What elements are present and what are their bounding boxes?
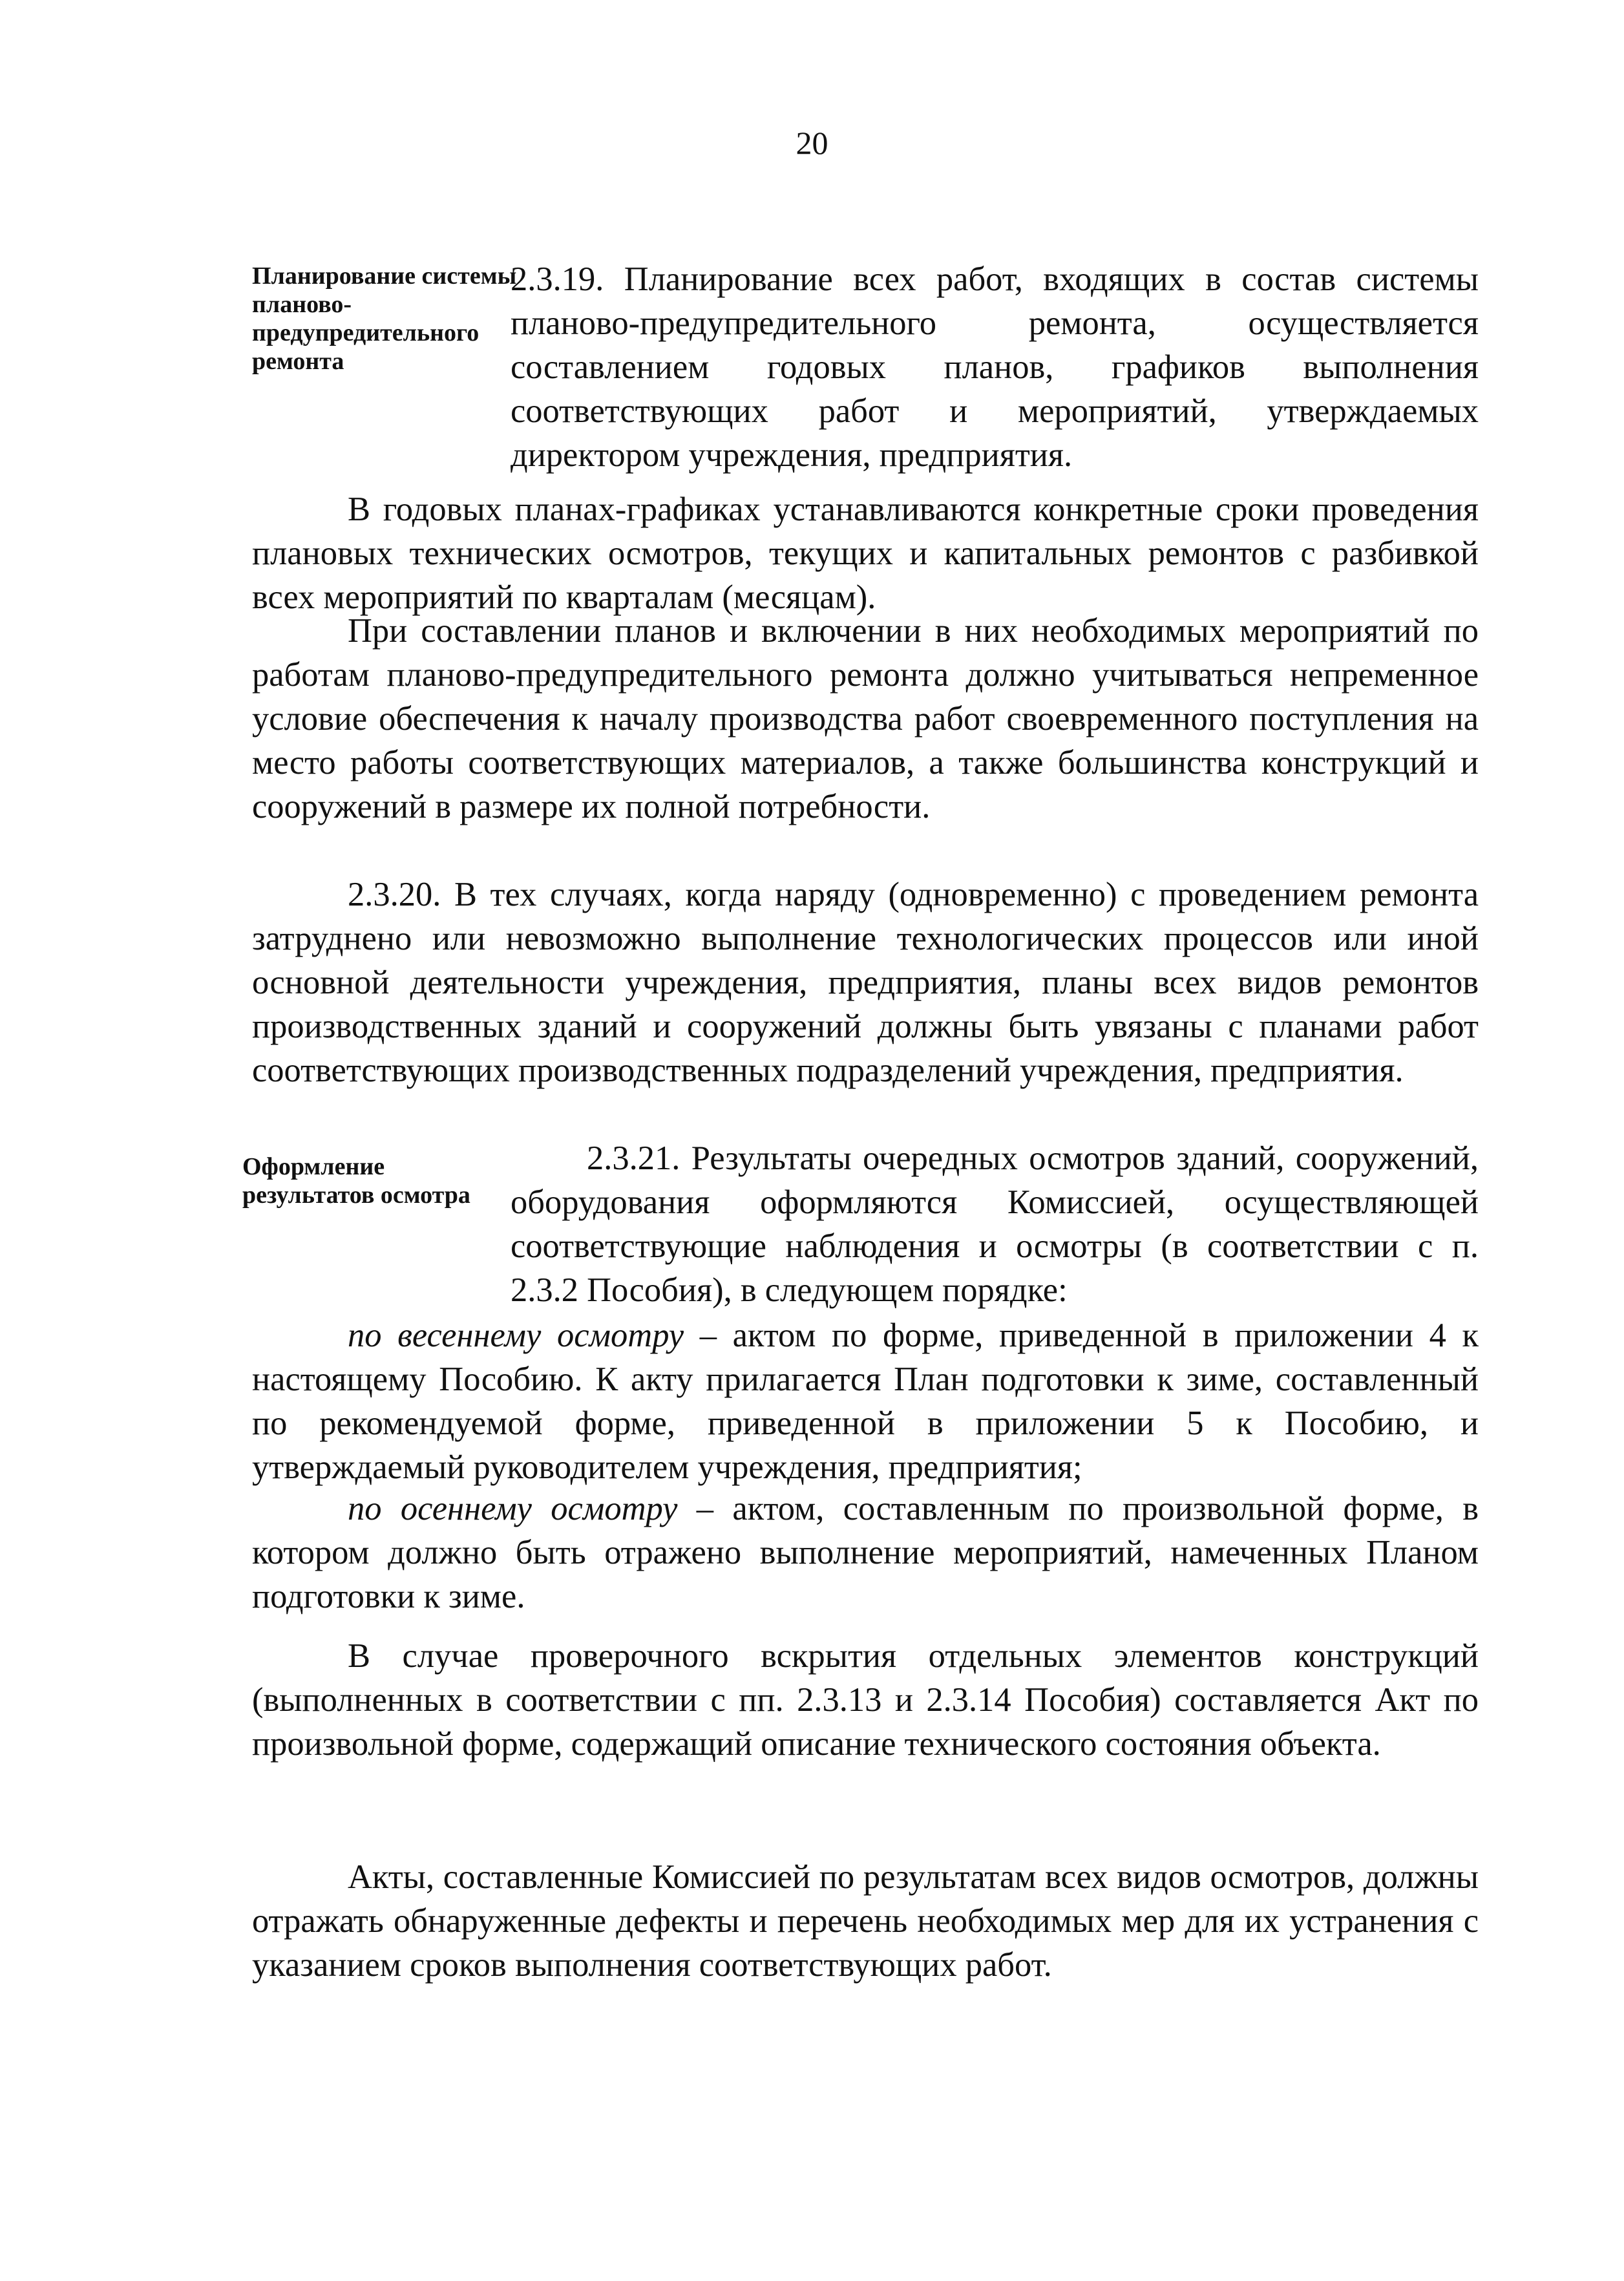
paragraph-2-3-20: 2.3.20. В тех случаях, когда наряду (одновременно) с проведением ремонта затруднено или невозможно выполнение технологических процессов или иной основной деятельности учреждения, предприятия, планы всех видов ремонтов производственных зданий и сооружений должны быть увязаны с планами работ соответствующих производственных подразделений учреждения, предприятия. bbox=[252, 876, 1479, 1089]
autumn-inspection-term: по осеннему осмотру bbox=[348, 1490, 678, 1527]
page-number: 20 bbox=[796, 125, 828, 161]
margin-note-planning: Планирование системы планово-предупредительного ремонта bbox=[252, 262, 517, 375]
autumn-inspection-text: – актом, составленным по произвольной форме, в котором должно быть отражено выполнение мероприятий, намеченных Планом подготовки к зиме. bbox=[252, 1490, 1479, 1615]
paragraph-2-3-19: 2.3.19. Планирование всех работ, входящих в состав системы планово-предупредительного ремонта, осуществляется составлением годовых планов, графиков выполнения соответствующих работ и мероприятий, утверждаемых директором учреждения, предприятия. bbox=[511, 260, 1479, 474]
paragraph-verification-opening: В случае проверочного вскрытия отдельных элементов конструкций (выполненных в соответствии с пп. 2.3.13 и 2.3.14 Пособия) составляется Акт по произвольной форме, содержащий описание технического состояния объекта. bbox=[252, 1637, 1479, 1763]
paragraph-2-3-21: 2.3.21. Результаты очередных осмотров зданий, сооружений, оборудования оформляются Комиссией, осуществляющей соответствующие наблюдения и осмотры (в соответствии с п. 2.3.2 Пособия), в следующем порядке: bbox=[511, 1140, 1479, 1309]
paragraph-commission-acts: Акты, составленные Комиссией по результатам всех видов осмотров, должны отражать обнаруженные дефекты и перечень необходимых мер для их устранения с указанием сроков выполнения соответствующих работ. bbox=[252, 1858, 1479, 1984]
margin-note-results: Оформление результатов осмотра bbox=[242, 1153, 470, 1209]
spring-inspection-text: – актом по форме, приведенной в приложении 4 к настоящему Пособию. К акту прилагается План подготовки к зиме, составленный по рекомендуемой форме, приведенной в приложении 5 к Пособию, и утверждаемый руководителем учреждения, предприятия; bbox=[252, 1317, 1479, 1486]
paragraph-spring-inspection bbox=[252, 1313, 1479, 1489]
paragraph-autumn-inspection bbox=[252, 1487, 1479, 1618]
spring-inspection-term: по весеннему осмотру bbox=[348, 1317, 684, 1354]
paragraph-annual-plans: В годовых планах-графиках устанавливаются конкретные сроки проведения плановых технических осмотров, текущих и капитальных ремонтов с разбивкой всех мероприятий по кварталам (месяцам). bbox=[252, 491, 1479, 616]
paragraph-plan-preparation: При составлении планов и включении в них необходимых мероприятий по работам планово-предупредительного ремонта должно учитываться непременное условие обеспечения к началу производства работ своевременного поступления на место работы соответствующих материалов, а также большинства конструкций и сооружений в размере их полной потребности. bbox=[252, 612, 1479, 825]
